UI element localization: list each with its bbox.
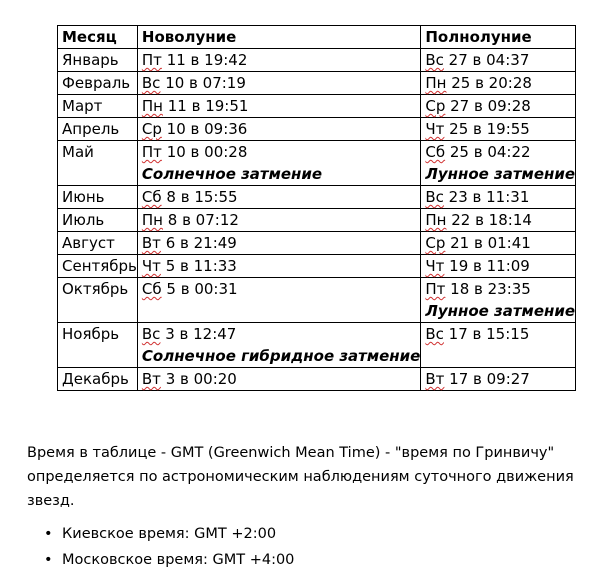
- month-cell: Ноябрь: [58, 323, 138, 368]
- full-moon-datetime: 27 в 09:28: [445, 97, 531, 115]
- full-moon-weekday: Пн: [425, 211, 447, 229]
- full-moon-cell: [421, 368, 576, 391]
- new-moon-cell: [137, 209, 420, 232]
- full-moon-cell: [421, 186, 576, 209]
- full-moon-weekday: Вс: [425, 325, 444, 343]
- full-moon-cell: [421, 141, 576, 186]
- new-moon-weekday: Вт: [141, 370, 161, 388]
- new-moon-cell: [137, 95, 420, 118]
- full-moon-cell: [421, 118, 576, 141]
- table-row: [58, 368, 576, 391]
- new-moon-weekday: Вт: [141, 234, 161, 252]
- new-moon-datetime: 3 в 00:20: [160, 370, 237, 388]
- new-moon-datetime: 10 в 07:19: [160, 74, 246, 92]
- lunar-eclipse-label: Лунное затмение: [425, 165, 576, 183]
- new-moon-datetime: 3 в 12:47: [160, 325, 237, 343]
- table-row: [58, 95, 576, 118]
- full-moon-datetime: 23 в 11:31: [443, 188, 530, 206]
- new-moon-weekday: Ср: [141, 120, 162, 138]
- new-moon-datetime: 8 в 15:55: [161, 188, 238, 206]
- table-row: [58, 186, 576, 209]
- new-moon-cell: [137, 232, 420, 255]
- new-moon-weekday: Пт: [141, 143, 162, 161]
- new-moon-cell: [137, 72, 420, 95]
- table-row: [58, 255, 576, 278]
- new-moon-datetime: 6 в 21:49: [160, 234, 237, 252]
- month-cell: Февраль: [58, 72, 138, 95]
- new-moon-datetime: 10 в 09:36: [161, 120, 248, 138]
- new-moon-cell: [137, 141, 420, 186]
- full-moon-datetime: 17 в 09:27: [444, 370, 530, 388]
- new-moon-datetime: 8 в 07:12: [162, 211, 239, 229]
- table-row: [58, 209, 576, 232]
- full-moon-cell: [421, 278, 576, 323]
- month-cell: Апрель: [58, 118, 138, 141]
- table-row: [58, 323, 576, 368]
- new-moon-cell: [137, 186, 420, 209]
- month-cell: Сентябрь: [58, 255, 138, 278]
- new-moon-weekday: Сб: [141, 188, 162, 206]
- full-moon-cell: [421, 255, 576, 278]
- month-cell: Январь: [58, 49, 138, 72]
- new-moon-weekday: Пн: [141, 97, 163, 115]
- lunar-eclipse-label: Лунное затмение: [425, 302, 576, 320]
- full-moon-cell: [421, 323, 576, 368]
- full-moon-datetime: 21 в 01:41: [445, 234, 531, 252]
- timezone-list: [44, 521, 294, 573]
- new-moon-datetime: 11 в 19:42: [161, 51, 248, 69]
- full-moon-weekday: Вс: [425, 51, 444, 69]
- new-moon-weekday: Вс: [141, 325, 161, 343]
- gmt-note: Время в таблице - GMT (Greenwich Mean Time) - "время по Гринвичу" определяется по астрономическим наблюдениям суточного движения звезд.: [27, 445, 574, 509]
- new-moon-cell: [137, 255, 420, 278]
- new-moon-cell: [137, 278, 420, 323]
- new-moon-cell: [137, 368, 420, 391]
- full-moon-weekday: Чт: [425, 257, 445, 275]
- month-cell: Март: [58, 95, 138, 118]
- full-moon-cell: [421, 72, 576, 95]
- full-moon-weekday: Чт: [425, 120, 445, 138]
- full-moon-datetime: 27 в 04:37: [443, 51, 530, 69]
- full-moon-cell: [421, 49, 576, 72]
- month-cell: Декабрь: [58, 368, 138, 391]
- full-moon-weekday: Вт: [425, 370, 445, 388]
- full-moon-weekday: Пн: [425, 74, 447, 92]
- new-moon-datetime: 10 в 00:28: [161, 143, 248, 161]
- full-moon-datetime: 22 в 18:14: [446, 211, 532, 229]
- table-row: [58, 118, 576, 141]
- new-moon-weekday: Вс: [141, 74, 161, 92]
- header-new-moon: Новолуние: [137, 26, 420, 49]
- new-moon-datetime: 11 в 19:51: [162, 97, 249, 115]
- moon-phase-table: [57, 25, 576, 391]
- timezone-kyiv: • Киевское время: GMT +2:00: [44, 521, 294, 547]
- month-cell: Июнь: [58, 186, 138, 209]
- full-moon-weekday: Пт: [425, 280, 446, 298]
- full-moon-datetime: 25 в 19:55: [444, 120, 530, 138]
- solar-eclipse-label: Солнечное гибридное затмение: [141, 347, 421, 365]
- new-moon-weekday: Чт: [141, 257, 161, 275]
- full-moon-datetime: 19 в 11:09: [444, 257, 530, 275]
- new-moon-weekday: Пн: [141, 211, 163, 229]
- table-row: [58, 141, 576, 186]
- full-moon-datetime: 17 в 15:15: [443, 325, 530, 343]
- table-header-row: [58, 26, 576, 49]
- full-moon-datetime: 18 в 23:35: [445, 280, 531, 298]
- new-moon-datetime: 5 в 11:33: [160, 257, 237, 275]
- full-moon-weekday: Ср: [425, 97, 446, 115]
- month-cell: Июль: [58, 209, 138, 232]
- table-row: [58, 49, 576, 72]
- full-moon-weekday: Вс: [425, 188, 444, 206]
- new-moon-cell: [137, 118, 420, 141]
- full-moon-weekday: Сб: [425, 143, 446, 161]
- full-moon-datetime: 25 в 04:22: [445, 143, 531, 161]
- table-row: [58, 278, 576, 323]
- solar-eclipse-label: Солнечное затмение: [141, 165, 323, 183]
- full-moon-cell: [421, 95, 576, 118]
- header-month: Месяц: [58, 26, 138, 49]
- header-full-moon: Полнолуние: [421, 26, 576, 49]
- new-moon-cell: [137, 323, 420, 368]
- new-moon-weekday: Пт: [141, 51, 162, 69]
- new-moon-weekday: Сб: [141, 280, 162, 298]
- full-moon-weekday: Ср: [425, 234, 446, 252]
- table-row: [58, 232, 576, 255]
- month-cell: Октябрь: [58, 278, 138, 323]
- full-moon-datetime: 25 в 20:28: [446, 74, 532, 92]
- full-moon-cell: [421, 232, 576, 255]
- table-row: [58, 72, 576, 95]
- new-moon-cell: [137, 49, 420, 72]
- table-body: [58, 49, 576, 391]
- timezone-moscow: • Московское время: GMT +4:00: [44, 547, 294, 573]
- new-moon-datetime: 5 в 00:31: [161, 280, 238, 298]
- month-cell: Август: [58, 232, 138, 255]
- month-cell: Май: [58, 141, 138, 186]
- full-moon-cell: [421, 209, 576, 232]
